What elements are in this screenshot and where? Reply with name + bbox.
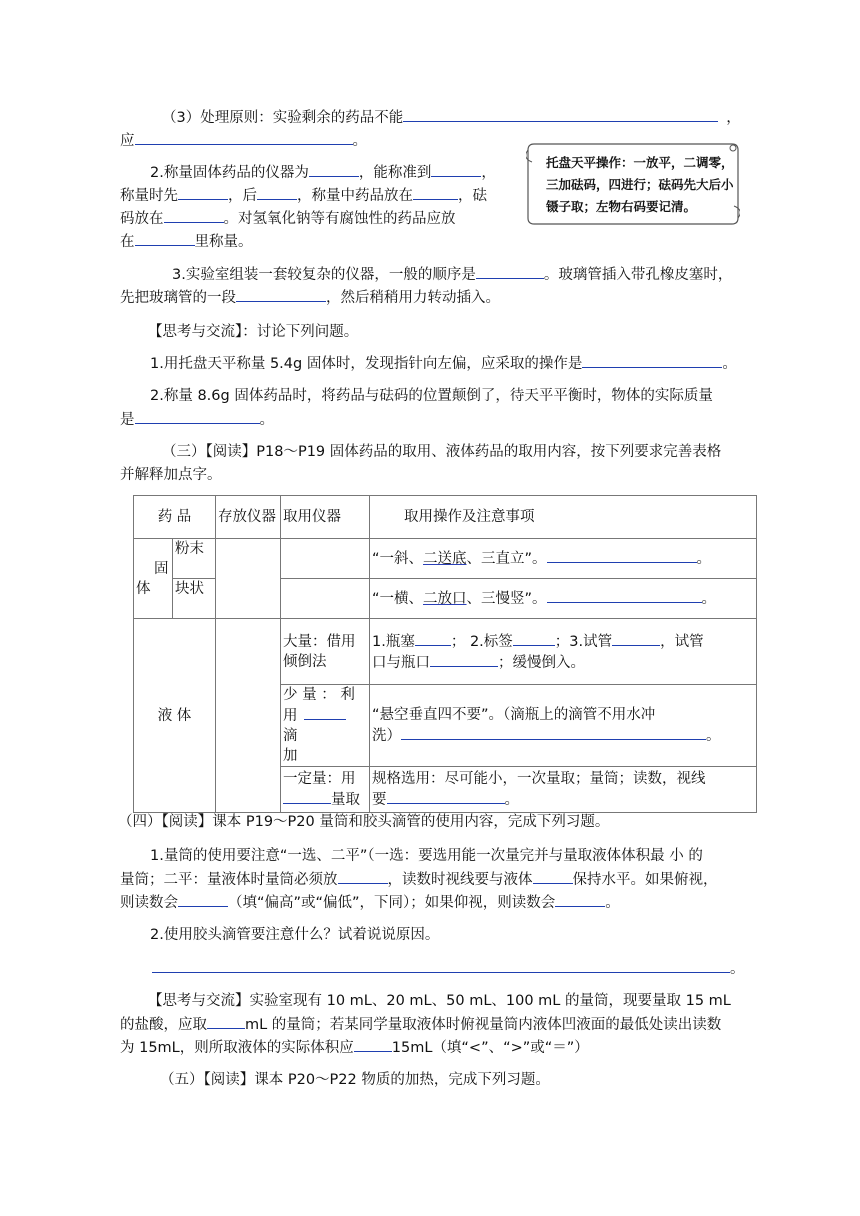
blank[interactable] — [135, 409, 260, 424]
blank[interactable] — [415, 631, 451, 646]
sec3-heading: （三）【阅读】P18～P19 固体药品的取用、液体药品的取用内容，按下列要求完善表格 — [162, 444, 722, 460]
blank[interactable] — [401, 725, 706, 740]
para-weighing-1: 2.称量固体药品的仪器为 ，能称准到 ， — [150, 162, 496, 183]
cell-block: 块状 — [173, 579, 216, 619]
cell-fixed-op: 规格选用：尽可能小，一次量取；量筒；读数，视线 要 。 — [370, 767, 757, 813]
sec4-q2: 2.使用胶头滴管要注意什么？试着说说原因。 — [150, 927, 440, 943]
blank[interactable] — [135, 130, 353, 145]
blank[interactable] — [582, 353, 722, 368]
blank[interactable] — [178, 892, 228, 907]
blank[interactable] — [236, 287, 326, 302]
blank[interactable] — [178, 185, 228, 200]
blank[interactable] — [283, 789, 331, 804]
blank[interactable] — [135, 231, 195, 246]
sec3-heading-2: 并解释加点字。 — [120, 467, 222, 483]
blank[interactable] — [257, 185, 297, 200]
cell-small-op: “悬空垂直四不要”。（滴瓶上的滴管不用水冲 洗） 。 — [370, 685, 757, 767]
blank[interactable] — [354, 1037, 392, 1052]
think-q2-2: 是 。 — [120, 409, 274, 430]
blank[interactable] — [431, 162, 481, 177]
cell-solid: 固 体 — [134, 539, 173, 619]
cell-liquid-storage[interactable] — [216, 619, 281, 813]
header-tool: 取用仪器 — [281, 496, 370, 539]
blank[interactable] — [164, 208, 224, 223]
sec4-q2-answer: 。 — [152, 958, 745, 979]
blank[interactable] — [430, 652, 498, 667]
cell-powder: 粉末 — [173, 539, 216, 579]
cell-block-op: “一横、二放口、三慢竖”。 。 — [370, 579, 757, 619]
cell-large-op: 1.瓶塞 ； 2.标签 ；3.试管 ，试管 口与瓶口 ；缓慢倒入。 — [370, 619, 757, 685]
blank[interactable] — [338, 869, 388, 884]
cell-powder-op: “一斜、二送底、三直立”。 。 — [370, 539, 757, 579]
sec4-q1-2: 量筒；二平：量液体时量筒必须放 ，读数时视线要与液体 保持水平。如果俯视， — [120, 869, 718, 890]
para-weighing-4: 在 里称量。 — [120, 231, 253, 252]
think2-2: 的盐酸，应取 mL 的量筒；若某同学量取液体时俯视量筒内液体凹液面的最低处读出读数 — [120, 1014, 721, 1035]
blank[interactable] — [387, 789, 505, 804]
para-weighing-2: 称量时先 ，后 ，称量中药品放在 ，砝 — [120, 185, 487, 206]
think2-1: 【思考与交流】实验室现有 10 mL、20 mL、50 mL、100 mL 的量筒，现要量取 15 mL — [148, 993, 731, 1009]
cell-powder-tool[interactable] — [281, 539, 370, 579]
blank[interactable] — [612, 631, 660, 646]
cell-fixed-tool: 一定量：用 量取 — [281, 767, 370, 813]
sec4-q1-3: 则读数会 （填“偏高”或“偏低”，下同）；如果仰视，则读数会 。 — [120, 892, 620, 913]
blank[interactable] — [533, 869, 573, 884]
think-q2: 2.称量 8.6g 固体药品时，将药品与砝码的位置颠倒了，待天平平衡时，物体的实际质量 — [150, 388, 713, 404]
blank[interactable] — [403, 107, 718, 122]
para-disposal-2: 应 。 — [120, 130, 367, 151]
para-weighing-3: 码放在 。对氢氧化钠等有腐蚀性的药品应放 — [120, 208, 456, 229]
scroll-note — [526, 138, 740, 230]
blank[interactable] — [547, 588, 702, 603]
blank[interactable] — [476, 264, 544, 279]
para-assembly-2: 先把玻璃管的一段 ，然后稍稍用力转动插入。 — [120, 287, 500, 308]
sec4-heading: （四）【阅读】课本 P19～P20 量筒和胶头滴管的使用内容，完成下列习题。 — [118, 814, 610, 830]
blank[interactable] — [152, 958, 730, 973]
think-q1: 1.用托盘天平称量 5.4g 固体时，发现指针向左偏，应采取的操作是 。 — [150, 353, 737, 374]
header-operation: 取用操作及注意事项 — [370, 496, 757, 539]
cell-block-tool[interactable] — [281, 579, 370, 619]
blank[interactable] — [207, 1014, 245, 1029]
header-reagent: 药 品 — [134, 496, 216, 539]
blank[interactable] — [547, 548, 697, 563]
sec5-heading: （五）【阅读】课本 P20～P22 物质的加热，完成下列习题。 — [160, 1072, 550, 1088]
cell-solid-storage[interactable] — [216, 539, 281, 619]
cell-liquid: 液 体 — [134, 619, 216, 813]
blank[interactable] — [304, 705, 346, 720]
blank[interactable] — [413, 185, 458, 200]
sec4-q1: 1.量筒的使用要注意“一选、二平”（一选：要选用能一次量完并与量取液体体积最 小 的 — [150, 848, 703, 864]
blank[interactable] — [513, 631, 555, 646]
reagent-table — [133, 495, 757, 813]
blank[interactable] — [555, 892, 605, 907]
think-title: 【思考与交流】：讨论下列问题。 — [148, 324, 359, 340]
blank[interactable] — [309, 162, 359, 177]
scroll-note-text: 托盘天平操作：一放平，二调零， 三加砝码，四进行；砝码先大后小 镊子取；左物右码要记清。 — [546, 155, 734, 214]
cell-small-tool: 少 量 ： 利 用滴 加 — [281, 685, 370, 767]
cell-large-tool: 大量：借用倾倒法 — [281, 619, 370, 685]
think2-3: 为 15mL，则所取液体的实际体积应 15mL（填“<”、“>”或“＝”） — [120, 1037, 589, 1058]
header-storage: 存放仪器 — [216, 496, 281, 539]
para-disposal: （3）处理原则：实验剩余的药品不能 ， — [162, 107, 741, 128]
para-assembly-1: 3.实验室组装一套较复杂的仪器，一般的顺序是 。玻璃管插入带孔橡皮塞时， — [172, 264, 732, 285]
